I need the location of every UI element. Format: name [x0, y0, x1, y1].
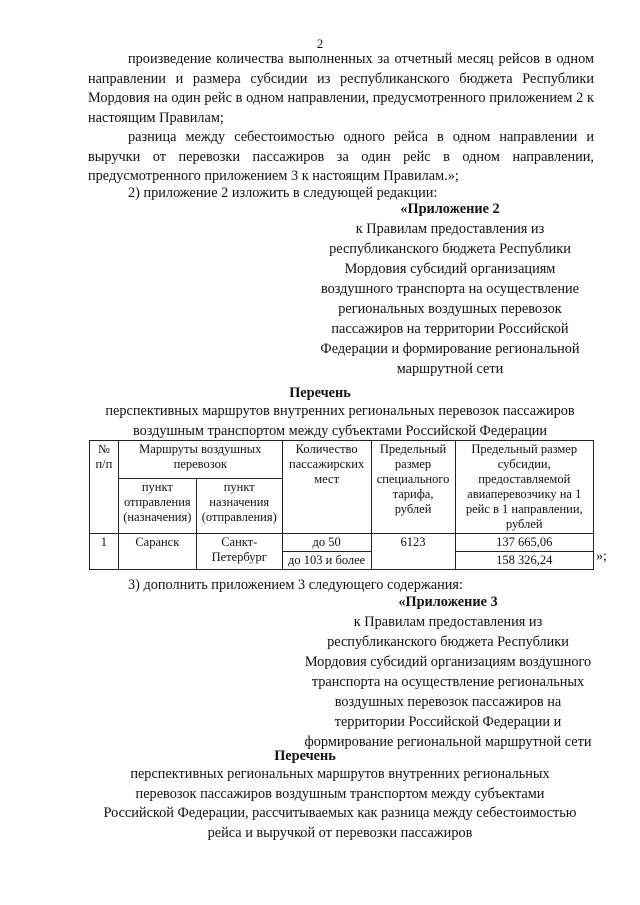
appendix3-title: «Приложение 3 [398, 594, 498, 610]
cell-destination: Санкт-Петербург [196, 534, 282, 570]
appendix3-line: транспорта на осуществление региональных [311, 674, 585, 690]
appendix3-line: к Правилам предоставления из [353, 614, 543, 630]
paragraph-difference: разница между себестоимостью одного рейса в одном направлении и выручки от перевозки пассажиров за один рейс в одном направлении, предусмотренного приложением 3 к настоящим Правилам.»; [88, 129, 594, 185]
appendix3-line: формирование региональной маршрутной сети [304, 734, 592, 750]
appendix3-line: республиканского бюджета Республики [327, 634, 569, 650]
appendix2-title: «Приложение 2 [400, 201, 500, 217]
list1-subtitle [70, 402, 610, 441]
list2-subtitle [70, 765, 610, 843]
appendix2-line: пассажиров на территории Российской [331, 321, 569, 337]
list2-subtitle-line: Российской Федерации, рассчитываемых как разница между себестоимостью [103, 805, 577, 822]
list2-subtitle-line: рейса и выручкой от перевозки пассажиров [207, 824, 473, 841]
cell-subsidy-1: 137 665,06 [455, 534, 594, 552]
appendix2-line: маршрутной сети [396, 361, 504, 377]
table-closing-quote: »; [596, 549, 607, 564]
cell-seats-2: до 103 и более [282, 552, 371, 570]
appendix2-line: воздушного транспорта на осуществление [320, 281, 580, 297]
appendix2-line: региональных воздушных перевозок [338, 301, 562, 317]
appendix2-block [300, 199, 600, 379]
header-subsidy: Предельный размер субсидии, предоставляемой авиаперевозчику на 1 рейс в 1 направлении, рублей [455, 441, 594, 534]
routes-table [89, 440, 594, 570]
paragraph-product: произведение количества выполненных за отчетный месяц рейсов в одном направлении и размера субсидии из республиканского бюджета Республики Мордовия на один рейс в одном направлении, предусмотренного приложением 2 к настоящим Правилам; [88, 51, 594, 126]
appendix2-line: республиканского бюджета Республики [329, 241, 571, 257]
appendix3-line: Мордовия субсидий организациям воздушного [304, 654, 592, 670]
appendix3-line: территории Российской Федерации и [334, 714, 562, 730]
header-tariff: Предельный размер специального тарифа, рублей [371, 441, 455, 534]
list1-subtitle-line: перспективных маршрутов внутренних региональных перевозок пассажиров [105, 403, 575, 419]
appendix2-line: Федерации и формирование региональной [320, 341, 580, 357]
cell-subsidy-2: 158 326,24 [455, 552, 594, 570]
list1-heading: Перечень [289, 385, 351, 401]
page-number: 2 [316, 36, 324, 51]
paragraph-appendix3-intro: 3) дополнить приложением 3 следующего содержания: [128, 577, 463, 593]
header-destination: пункт назначения (отправления) [196, 478, 282, 533]
appendix3-line: воздушных перевозок пассажиров на [334, 694, 562, 710]
header-num: № п/п [90, 441, 119, 534]
appendix3-block [290, 592, 606, 752]
list2-heading: Перечень [274, 748, 336, 764]
header-seats: Количество пассажирских мест [282, 441, 371, 534]
cell-tariff: 6123 [371, 534, 455, 570]
list2-subtitle-line: перевозок пассажиров воздушным транспортом между субъектами [135, 785, 545, 802]
table-header-row [90, 441, 594, 479]
list2-subtitle-line: перспективных региональных маршрутов внутренних региональных [130, 766, 550, 782]
table-row [90, 534, 594, 552]
header-departure: пункт отправления (назначения) [118, 478, 196, 533]
paragraph-appendix2-intro: 2) приложение 2 изложить в следующей редакции: [128, 185, 438, 201]
list1-subtitle-line: воздушным транспортом между субъектами Российской Федерации [132, 422, 548, 439]
cell-num: 1 [90, 534, 119, 570]
cell-departure: Саранск [118, 534, 196, 570]
appendix2-line: Мордовия субсидий организациям [344, 261, 556, 277]
cell-seats-1: до 50 [282, 534, 371, 552]
header-routes: Маршруты воздушных перевозок [118, 441, 282, 479]
appendix2-line: к Правилам предоставления из [355, 221, 545, 237]
